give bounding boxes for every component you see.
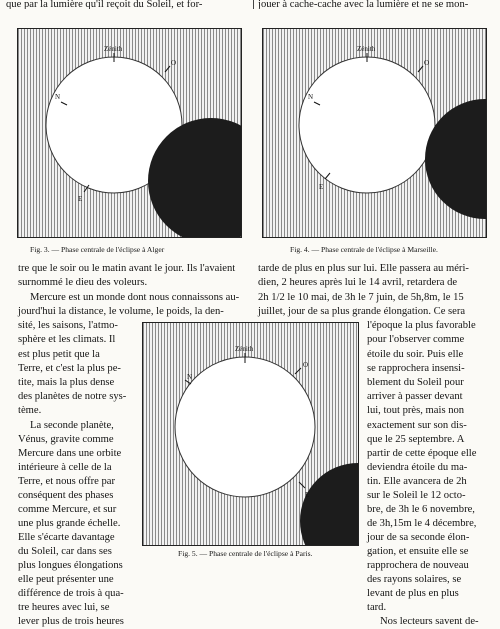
text-line: Nos lecteurs savent de- (380, 616, 479, 627)
text-line: différence de trois à qua- (18, 588, 124, 599)
text-line: tite, mais la plus dense (18, 377, 115, 388)
top-line-right: jouer à cache-cache avec la lumière et ne se mon- (258, 0, 469, 9)
text-line: sur le Soleil le 12 octo- (367, 490, 466, 501)
n-label: N (308, 93, 314, 101)
e-label: E (78, 195, 83, 203)
text-line: blement du Soleil pour (367, 377, 464, 388)
figure-5-caption: Fig. 5. — Phase centrale de l'éclipse à Paris. (178, 549, 313, 558)
text-line: plus longues élongations (18, 560, 123, 571)
text-line: dien, 2 heures après lui le 14 avril, retardera de (258, 277, 458, 288)
text-line: arriver à passer devant (367, 391, 463, 402)
n-label: N (187, 373, 193, 381)
text-line: tème. (18, 405, 42, 416)
o-tick (418, 66, 423, 72)
text-line: une plus grande échelle. (18, 518, 121, 529)
figure-4-eclipse-marseille (262, 28, 487, 238)
text-line: deviendra étoile du ma- (367, 462, 468, 473)
e-tick (299, 482, 305, 488)
text-line: Terre, et nous offre par (18, 476, 116, 487)
text-line: comme Mercure, et sur (18, 504, 117, 515)
text-line: pour l'observer comme (367, 334, 465, 345)
text-line: tre heures avec lui, se (18, 602, 110, 613)
o-label: O (424, 59, 430, 67)
text-line: elle peut présenter une (18, 574, 114, 585)
sun-disk (175, 357, 315, 497)
figure-4-caption: Fig. 4. — Phase centrale de l'éclipse à Marseille. (290, 245, 438, 254)
text-line: juillet, jour de sa plus grande élongation. Ce sera (258, 306, 466, 317)
text-line: sphère et les climats. Il (18, 334, 116, 345)
text-line: l'époque la plus favorable (367, 320, 476, 331)
text-line: de 3h,15m le 4 décembre, (367, 518, 477, 529)
text-line: gation, et ensuite elle se (367, 546, 469, 557)
text-line: Vénus, gravite comme (18, 434, 114, 445)
sun-disk (299, 57, 435, 193)
text-line: tin. Elle avancera de 2h (367, 476, 467, 487)
text-line: des planètes de notre sys- (18, 391, 127, 402)
e-label: E (305, 491, 310, 499)
eclipse-diagram-3 (18, 29, 241, 237)
text-line: partir de cette époque elle (367, 448, 477, 459)
text-line: bre, de 3h le 6 novembre, (367, 504, 475, 515)
text-line: se rapprochera insensi- (367, 363, 465, 374)
text-line: surnommé le dieu des voleurs. (18, 277, 148, 288)
top-line-left: que par la lumière qu'il reçoit du Soleil, et for- (6, 0, 203, 9)
text-line: jour de sa seconde élon- (367, 532, 470, 543)
zenith-label: Zénith (104, 45, 123, 53)
o-label: O (171, 59, 177, 67)
e-label: E (319, 183, 324, 191)
text-line: levant de plus en plus (367, 588, 459, 599)
zenith-label: Zénith (357, 45, 376, 53)
figure-5-eclipse-paris (142, 322, 359, 546)
text-line: Terre, et c'est la plus pe- (18, 363, 121, 374)
text-line: lever plus de trois heures (18, 616, 124, 627)
o-tick (165, 66, 170, 72)
text-line: des rayons solaires, se (367, 574, 462, 585)
text-line: jourd'hui la distance, le volume, le poids, la den- (18, 306, 224, 317)
text-line: Mercure est un monde dont nous connaissons au- (30, 292, 240, 303)
text-line: 2h 1/2 le 10 mai, de 3h le 7 juin, de 5h,8m, le 15 (258, 292, 464, 303)
figure-3-caption: Fig. 3. — Phase centrale de l'éclipse à Alger (30, 245, 165, 254)
o-tick (295, 368, 301, 374)
text-line: que le 25 septembre. A (367, 434, 465, 445)
n-label: N (55, 93, 61, 101)
text-line: étoile du soir. Puis elle (367, 349, 464, 360)
text-line: lui, tout près, mais non (367, 405, 465, 416)
text-line: La seconde planète, (30, 420, 114, 431)
eclipse-diagram-5 (143, 323, 358, 545)
text-line: est plus petit que la (18, 349, 100, 360)
text-line: rapprochera de nouveau (367, 560, 469, 571)
column-rule (253, 0, 254, 9)
text-line: Elle s'écarte davantage (18, 532, 115, 543)
text-line: tre que le soir ou le matin avant le jour. Ils l'avaient (18, 263, 236, 274)
zenith-label: Zénith (235, 345, 254, 353)
text-line: exactement sur son dis- (367, 420, 467, 431)
moon-disk (300, 463, 358, 545)
text-line: sité, les saisons, l'atmo- (18, 320, 118, 331)
text-line: Mercure dans une orbite (18, 448, 122, 459)
eclipse-diagram-4 (263, 29, 486, 237)
text-line: du Soleil, car dans ses (18, 546, 112, 557)
text-line: tard. (367, 602, 387, 613)
text-line: intérieure à celle de la (18, 462, 112, 473)
text-line: conséquent des phases (18, 490, 114, 501)
text-line: tarde de plus en plus sur lui. Elle passera au méri- (258, 263, 469, 274)
figure-3-eclipse-alger (17, 28, 242, 238)
o-label: O (303, 361, 309, 369)
